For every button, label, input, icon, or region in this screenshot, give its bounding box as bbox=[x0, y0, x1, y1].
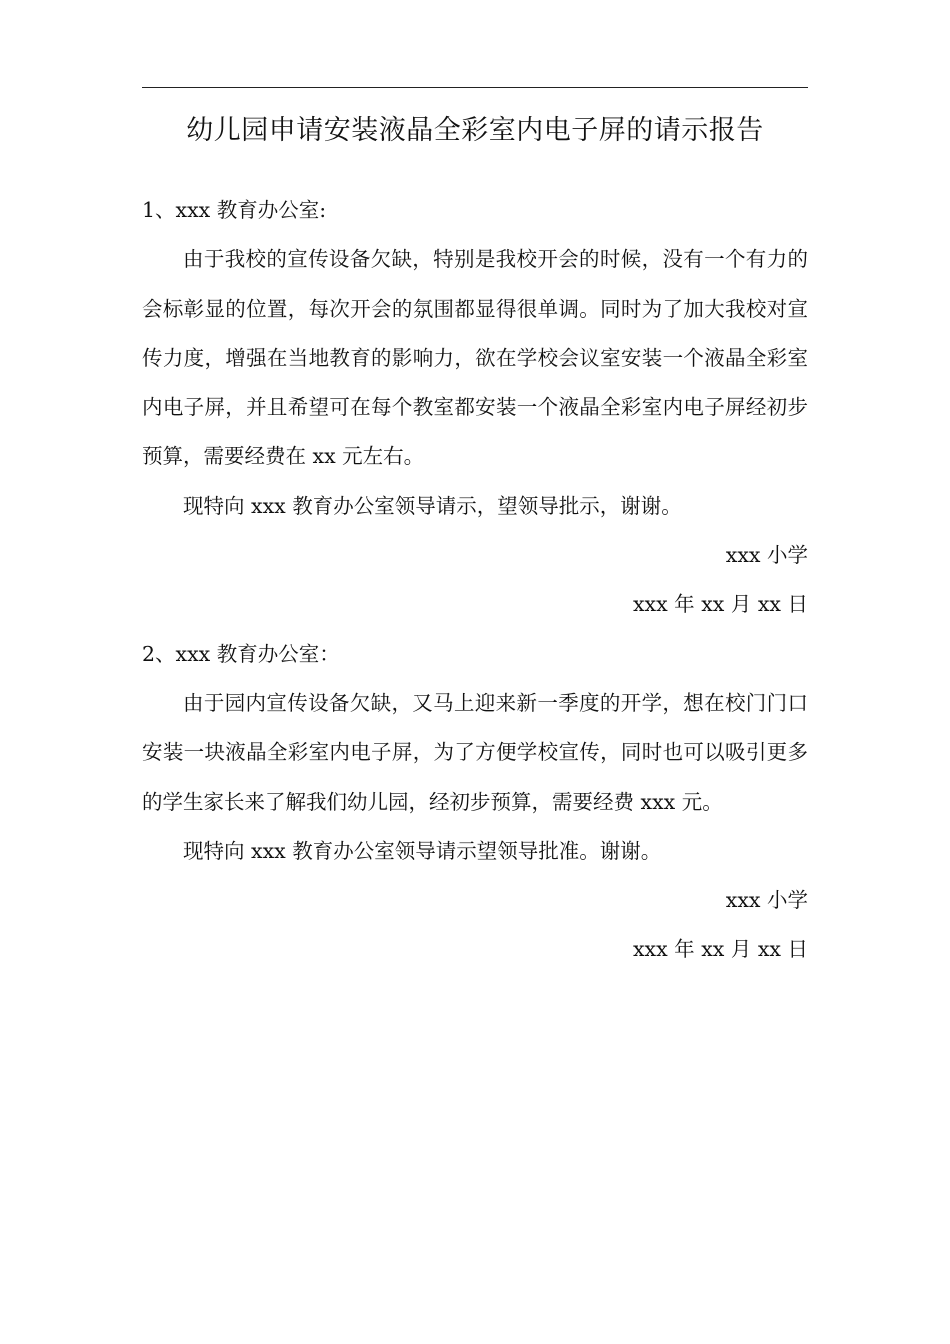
request-section-1 bbox=[142, 186, 808, 630]
document-body bbox=[142, 186, 808, 975]
request-section-2 bbox=[142, 630, 808, 975]
document-title: 幼儿园申请安装液晶全彩室内电子屏的请示报告 bbox=[186, 115, 764, 146]
section-paragraph: 由于园内宣传设备欠缺，又马上迎来新一季度的开学，想在校门门口安装一块液晶全彩室内电子屏，为了方便学校宣传，同时也可以吸引更多的学生家长来了解我们幼儿园，经初步预算，需要经费 xxx 元。 bbox=[142, 690, 808, 814]
signature-date: xxx 年 xx 月 xx 日 bbox=[632, 592, 808, 617]
section-closing: 现特向 xxx 教育办公室领导请示望领导批准。谢谢。 bbox=[183, 838, 662, 863]
section-heading: 1、xxx 教育办公室: bbox=[142, 198, 327, 222]
signature: xxx 小学 bbox=[725, 543, 808, 568]
section-heading: 2、xxx 教育办公室： bbox=[142, 641, 340, 666]
signature-date: xxx 年 xx 月 xx 日 bbox=[632, 937, 808, 962]
section-closing: 现特向 xxx 教育办公室领导请示，望领导批示，谢谢。 bbox=[183, 493, 682, 518]
header-rule bbox=[142, 87, 808, 88]
signature: xxx 小学 bbox=[725, 888, 808, 913]
section-paragraph: 由于我校的宣传设备欠缺，特别是我校开会的时候，没有一个有力的会标彰显的位置，每次开会的氛围都显得很单调。同时为了加大我校对宣传力度，增强在当地教育的影响力，欲在学校会议室安装一个液晶全彩室内电子屏，并且希望可在每个教室都安装一个液晶全彩室内电子屏经初步预算，需要经费在 xx 元左右。 bbox=[142, 247, 808, 469]
